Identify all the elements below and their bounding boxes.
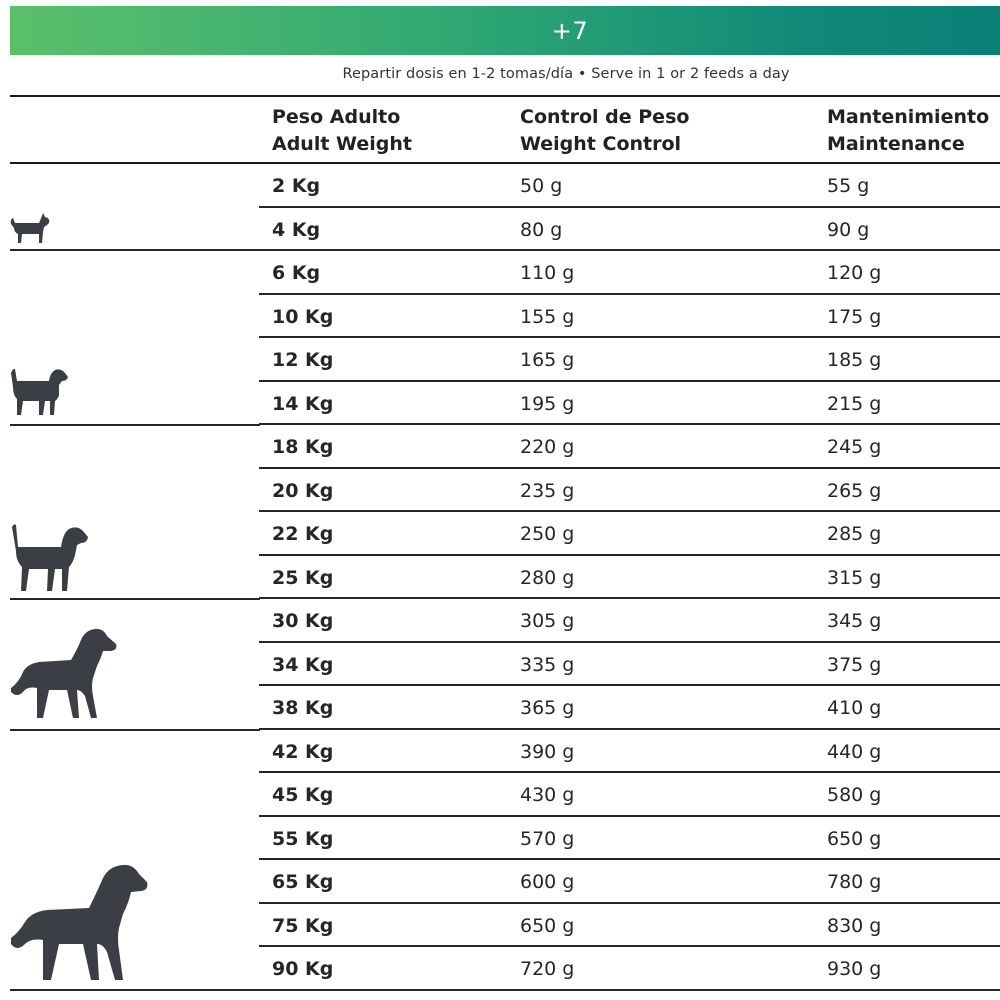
cell-weight-control: 650 g [520, 914, 575, 937]
toy-dog-icon [9, 210, 51, 246]
cell-adult-weight: 10 Kg [272, 305, 334, 328]
cell-adult-weight: 38 Kg [272, 697, 334, 719]
cell-weight-control: 390 g [520, 740, 575, 763]
cell-maintenance: 175 g [827, 305, 882, 328]
table-row [259, 904, 1000, 948]
table-row [259, 338, 1000, 382]
cell-maintenance: 215 g [827, 392, 882, 415]
cell-adult-weight: 55 Kg [272, 827, 334, 850]
cell-adult-weight: 75 Kg [272, 914, 334, 937]
column-header-weight-en: Adult Weight [272, 133, 412, 155]
table-row [259, 382, 1000, 426]
cell-weight-control: 600 g [520, 871, 575, 893]
cell-adult-weight: 45 Kg [272, 784, 334, 806]
cell-adult-weight: 18 Kg [272, 436, 334, 458]
group-separator [10, 249, 260, 251]
cell-adult-weight: 4 Kg [272, 218, 321, 241]
table-row [259, 208, 1000, 252]
cell-maintenance: 120 g [827, 262, 882, 284]
column-header-maintenance-en: Maintenance [827, 133, 965, 155]
cell-weight-control: 305 g [520, 610, 575, 632]
large-dog-icon [9, 626, 119, 722]
column-header-weight-es: Peso Adulto [272, 106, 401, 128]
cell-maintenance: 90 g [827, 218, 870, 241]
cell-weight-control: 280 g [520, 566, 575, 589]
cell-adult-weight: 90 Kg [272, 958, 334, 980]
table-row [259, 947, 1000, 991]
cell-adult-weight: 42 Kg [272, 740, 334, 763]
cell-weight-control: 50 g [520, 175, 563, 197]
row-divider [259, 989, 1000, 991]
table-row [259, 556, 1000, 600]
cell-maintenance: 375 g [827, 653, 882, 676]
cell-weight-control: 430 g [520, 784, 575, 806]
column-header-maintenance [827, 104, 989, 158]
cell-adult-weight: 6 Kg [272, 262, 321, 284]
cell-maintenance: 830 g [827, 914, 882, 937]
cell-maintenance: 410 g [827, 697, 882, 719]
cell-maintenance: 650 g [827, 827, 882, 850]
cell-adult-weight: 30 Kg [272, 610, 334, 632]
table-row [259, 817, 1000, 861]
cell-weight-control: 110 g [520, 262, 575, 284]
cell-maintenance: 315 g [827, 566, 882, 589]
column-header-weight [272, 104, 412, 158]
cell-adult-weight: 12 Kg [272, 349, 334, 371]
giant-dog-icon [9, 862, 149, 984]
group-separator [10, 729, 260, 731]
table-top-rule [10, 95, 1000, 97]
cell-maintenance: 580 g [827, 784, 882, 806]
cell-adult-weight: 14 Kg [272, 392, 334, 415]
cell-maintenance: 285 g [827, 523, 882, 545]
cell-maintenance: 345 g [827, 610, 882, 632]
cell-maintenance: 55 g [827, 175, 870, 197]
cell-weight-control: 335 g [520, 653, 575, 676]
cell-adult-weight: 25 Kg [272, 566, 334, 589]
header-banner [10, 6, 1000, 55]
group-separator [10, 598, 260, 600]
table-row [259, 686, 1000, 730]
cell-adult-weight: 20 Kg [272, 479, 334, 502]
table-row [259, 251, 1000, 295]
cell-weight-control: 195 g [520, 392, 575, 415]
table-row [259, 643, 1000, 687]
cell-weight-control: 365 g [520, 697, 575, 719]
table-row [259, 512, 1000, 556]
cell-maintenance: 185 g [827, 349, 882, 371]
column-header-control-es: Control de Peso [520, 106, 690, 128]
group-separator [10, 424, 260, 426]
cell-weight-control: 250 g [520, 523, 575, 545]
group-separator [10, 989, 260, 991]
dosage-instructions: Repartir dosis en 1-2 tomas/día • Serve in 1 or 2 feeds a day [342, 66, 790, 82]
cell-adult-weight: 2 Kg [272, 175, 321, 197]
table-row [259, 860, 1000, 904]
small-dog-icon [9, 365, 69, 417]
cell-maintenance: 930 g [827, 958, 882, 980]
cell-adult-weight: 22 Kg [272, 523, 334, 545]
table-row [259, 295, 1000, 339]
column-header-maintenance-es: Mantenimiento [827, 106, 990, 128]
cell-weight-control: 220 g [520, 436, 575, 458]
column-header-control-en: Weight Control [520, 133, 682, 155]
cell-adult-weight: 65 Kg [272, 871, 334, 893]
table-row [259, 425, 1000, 469]
cell-weight-control: 570 g [520, 827, 575, 850]
medium-dog-icon [9, 521, 89, 593]
cell-maintenance: 265 g [827, 479, 882, 502]
cell-maintenance: 245 g [827, 436, 882, 458]
table-row [259, 164, 1000, 208]
cell-adult-weight: 34 Kg [272, 653, 334, 676]
banner-title: +7 [551, 16, 589, 45]
cell-weight-control: 235 g [520, 479, 575, 502]
table-row [259, 730, 1000, 774]
cell-maintenance: 440 g [827, 740, 882, 763]
cell-weight-control: 165 g [520, 349, 575, 371]
cell-weight-control: 80 g [520, 218, 563, 241]
cell-weight-control: 155 g [520, 305, 575, 328]
cell-weight-control: 720 g [520, 958, 575, 980]
table-row [259, 599, 1000, 643]
table-row [259, 773, 1000, 817]
table-row [259, 469, 1000, 513]
cell-maintenance: 780 g [827, 871, 882, 893]
column-header-control [520, 104, 689, 158]
